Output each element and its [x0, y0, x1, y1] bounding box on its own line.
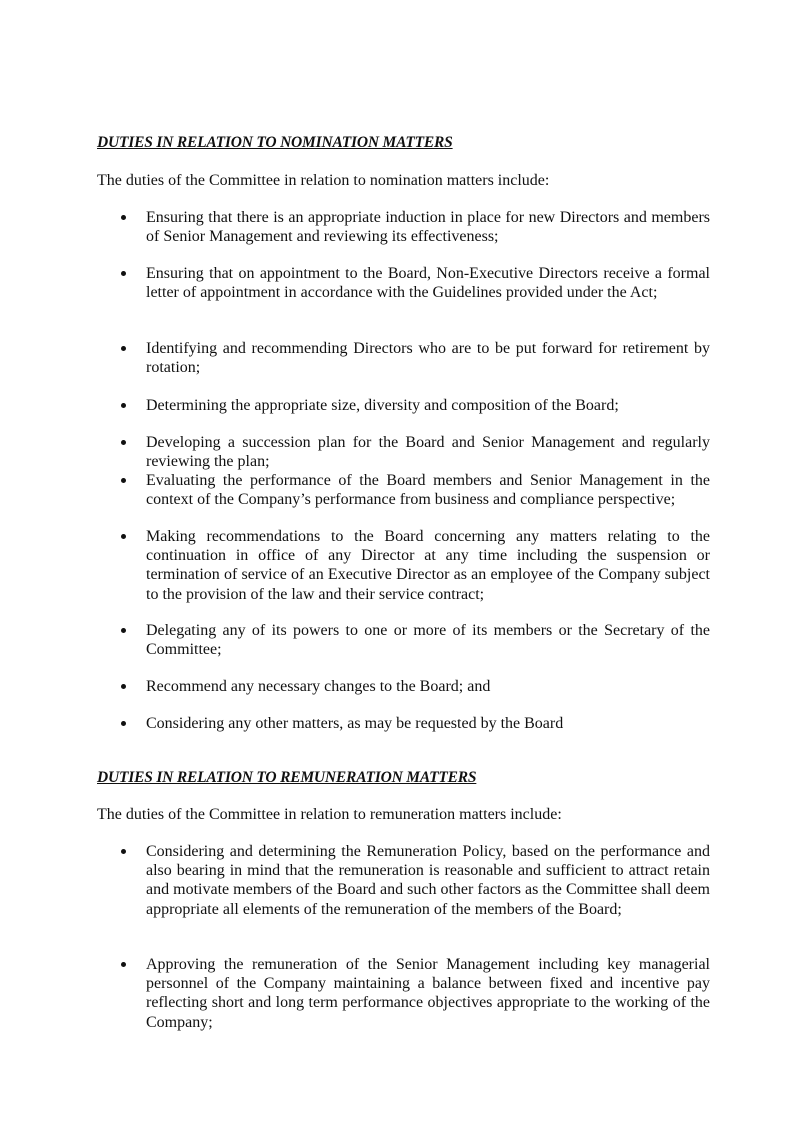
section-heading-nomination: DUTIES IN RELATION TO NOMINATION MATTERS [97, 134, 453, 151]
list-item [118, 677, 710, 696]
list-item-text: Ensuring that on appointment to the Board, Non-Executive Directors receive a formal letter of appointment in accordance with the Guidelines provided under the Act; [146, 265, 710, 302]
list-item [118, 714, 710, 733]
section-intro-nomination: The duties of the Committee in relation to nomination matters include: [97, 172, 550, 189]
list-item [118, 955, 710, 1032]
list-item [118, 621, 710, 659]
section-heading-remuneration: DUTIES IN RELATION TO REMUNERATION MATTERS [97, 769, 477, 786]
list-item [118, 471, 710, 509]
list-item-text: Ensuring that there is an appropriate induction in place for new Directors and members of Senior Management and reviewing its effectiveness; [146, 209, 710, 246]
list-item-text: Identifying and recommending Directors who are to be put forward for retirement by rotation; [146, 340, 710, 377]
list-item [118, 842, 710, 919]
list-item-text: Delegating any of its powers to one or more of its members or the Secretary of the Committee; [146, 622, 710, 659]
list-item [118, 396, 710, 415]
list-item [118, 264, 710, 302]
list-item [118, 339, 710, 377]
list-item-text: Determining the appropriate size, diversity and composition of the Board; [146, 397, 619, 414]
list-item-text: Approving the remuneration of the Senior Management including key managerial personnel of the Company maintaining a balance between fixed and incentive pay reflecting short and long term performance objectives appropriate to the working of the Company; [146, 956, 710, 1031]
list-item-text: Making recommendations to the Board concerning any matters relating to the continuation in office of any Director at any time including the suspension or termination of service of an Executive Director as an employee of the Company subject to the provision of the law and their service contract; [146, 528, 710, 603]
list-item [118, 433, 710, 471]
list-item-text: Considering and determining the Remuneration Policy, based on the performance and also bearing in mind that the remuneration is reasonable and sufficient to attract retain and motivate members of the Board and such other factors as the Committee shall deem appropriate all elements of the remuneration of the members of the Board; [146, 843, 710, 918]
list-item-text: Considering any other matters, as may be requested by the Board [146, 715, 564, 732]
list-item [118, 208, 710, 246]
list-item-text: Developing a succession plan for the Board and Senior Management and regularly reviewing the plan; [146, 434, 710, 471]
list-item-text: Recommend any necessary changes to the Board; and [146, 678, 491, 695]
list-item-text: Evaluating the performance of the Board members and Senior Management in the context of the Company’s performance from business and compliance perspective; [146, 472, 710, 509]
section-intro-remuneration: The duties of the Committee in relation to remuneration matters include: [97, 806, 562, 823]
list-item [118, 527, 710, 604]
